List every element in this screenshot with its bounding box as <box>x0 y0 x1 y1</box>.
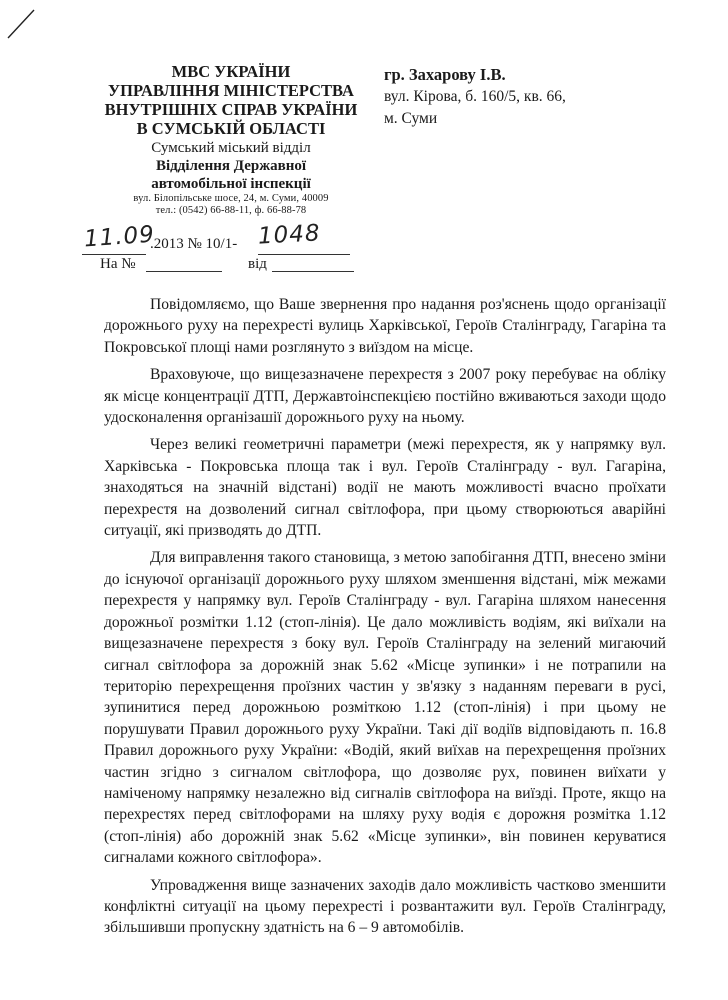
ministry-name: МВС УКРАЇНИ <box>171 62 291 81</box>
division-line-1: Відділення Державної <box>155 158 307 174</box>
department-name: Сумський міський відділ <box>151 140 311 156</box>
recipient-street: вул. Кірова, б. 160/5, кв. 66, <box>384 88 566 105</box>
letter-body <box>104 294 666 945</box>
directorate-line-3: В СУМСЬКІЙ ОБЛАСТІ <box>136 119 326 138</box>
sender-phone: тел.: (0542) 66-88-11, ф. 66-88-78 <box>155 205 307 216</box>
number-underline <box>258 254 350 255</box>
body-paragraph-2: Враховуюче, що вищезазначене перехрестя з 2007 року перебуває на обліку як місце концентрації ДТП, Державтоінспекцією постійно вживаються заходи щодо удосконалення організашії дорожнього руху на ньому. <box>104 366 666 427</box>
body-paragraph-5: Упровадження вище зазначених заходів дало можливість частково зменшити конфліктні ситуації на цьому перехресті і розвантажити вул. Героїв Сталінграду, збільшивши пропускну здатність на 6 – 9 автомобілів. <box>104 876 666 937</box>
directorate-line-1: УПРАВЛІННЯ МІНІСТЕРСТВА <box>108 81 354 100</box>
sender-address: вул. Білопільське шосе, 24, м. Суми, 40009 <box>133 193 329 204</box>
incoming-reference <box>100 256 390 276</box>
recipient-city: м. Суми <box>384 110 438 127</box>
directorate-line-2: ВНУТРІШНІХ СПРАВ УКРАЇНИ <box>104 100 358 119</box>
handwritten-slash-mark <box>4 6 38 40</box>
date-underline <box>82 254 146 255</box>
handwritten-date: 11.09 <box>83 221 156 253</box>
outgoing-registration <box>82 220 372 258</box>
registration-year-number: .2013 № 10/1- <box>150 236 238 252</box>
registration-block <box>82 222 382 276</box>
sender-block <box>86 62 376 217</box>
body-paragraph-4: Для виправлення такого становища, з метою запобігання ДТП, внесено зміни до існуючої організації дорожнього руху шляхом зменшення відстані, між межами перехрестя у напрямку вул. Героїв Сталінграду - вул. Гагаріна шляхом нанесення дорожньої розмітки 1.12 (стоп-лінія). Це дало можливість водіям, які виїхали на вищезазначене перехрестя з боку вул. Героїв Сталінграду на зелений мигаючий сигнал світлофора за дорожній знак 5.62 «Місце зупинки» і не потрапили на територію перехрещення проїзних частин у зв'язку з наданням переваги в русі, зупинитися перед дорожньою розміткою 1.12 (стоп-лінія) і при цьому не порушувати Правил дорожнього руху України. Такі дії водіїв відповідають п. 16.8 Правил дорожнього руху України: «Водій, який виїхав на перехрещення проїзних частин згідно з сигналом світлофора, що дозволяє рух, повинен виїхати у наміченому напрямку незалежно від сигналів світлофора на виїзді. Проте, якщо на перехрестях перед світлофорами на шляху руху водія є дорожня розмітка 1.12 (стоп-лінія) або дорожній знак 5.62 «Місце зупинки», він повинен керуватися сигналами кожного світлофора». <box>104 549 666 867</box>
reference-date-label: від <box>248 256 267 272</box>
division-line-2: автомобільної інспекції <box>151 176 311 192</box>
reference-number-blank <box>146 271 222 272</box>
recipient-block <box>384 64 624 130</box>
reference-number-label: На № <box>100 256 136 272</box>
reference-date-blank <box>272 271 354 272</box>
body-paragraph-1: Повідомляємо, що Ваше звернення про надання роз'яснень щодо організації дорожнього руху на перехресті вулиць Харківської, Героїв Сталінграду, Гагаріна та Покровської площі нами розглянуто з виїздом на місце. <box>104 296 666 356</box>
recipient-name: гр. Захарову І.В. <box>384 65 506 84</box>
body-paragraph-3: Через великі геометричні параметри (межі перехрестя, як у напрямку вул. Харківська - Покровська площа так і вул. Героїв Сталінграду - вул. Гагаріна, знаходяться на значній відстані) водії не мають можливості вчасно проїхати перехрестя на дозволений сигнал світлофора, при цьому створюються аварійні ситуації, які призводять до ДТП. <box>104 436 666 540</box>
handwritten-number: 1048 <box>257 220 322 250</box>
